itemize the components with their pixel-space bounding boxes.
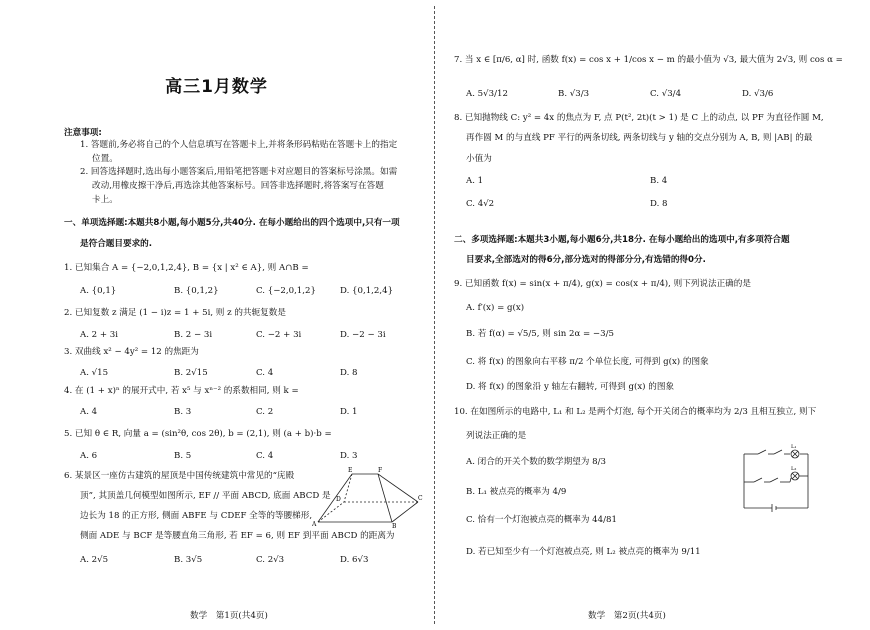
q8-option-a: A. 1 [466,176,484,186]
q3-option-d: D. 8 [340,368,358,378]
question-10-stem-line: 列说法正确的是 [466,431,527,441]
question-6-stem-line: 6. 某景区一座仿古建筑的屋顶是中国传统建筑中常见的“庑殿 [64,471,295,481]
notice-line: 2. 回答选择题时,选出每小题答案后,用铅笔把答题卡对应题目的答案标号涂黑。如需 [80,167,398,177]
section-heading: 目要求,全部选对的得6分,部分选对的得部分分,有选错的得0分. [466,255,706,265]
question-4-stem: 4. 在 (1 + x)ⁿ 的展开式中, 若 x⁵ 与 xⁿ⁻² 的系数相同, 则 k = [64,386,299,396]
question-8-stem-line: 再作圆 M 的与直线 PF 平行的两条切线, 两条切线与 y 轴的交点分别为 A, B, 则 |AB| 的最 [466,133,813,143]
q5-option-a: A. 6 [80,451,98,461]
circuit-figure [740,444,812,516]
notice-line: 1. 答题前,务必将自己的个人信息填写在答题卡上,并将条形码粘贴在答题卡上的指定 [80,140,398,150]
figure-label-f: F [378,467,383,474]
q7-option-d: D. √3/6 [742,89,774,99]
figure-label-a: A [312,521,317,528]
notice-line: 卡上。 [92,195,118,205]
figure-label-e: E [348,467,353,474]
question-5-stem: 5. 已知 θ ∈ R, 向量 a = (sin²θ, cos 2θ), b = (2,1), 则 (a + b)·b = [64,429,332,439]
q5-option-b: B. 5 [174,451,192,461]
q4-option-b: B. 3 [174,407,192,417]
q8-option-b: B. 4 [650,176,668,186]
section-heading: 二、多项选择题:本题共3小题,每小题6分,共18分. 在每小题给出的选项中,有多项符合题 [454,235,790,245]
question-10-stem-line: 10. 在如图所示的电路中, L₁ 和 L₂ 是两个灯泡, 每个开关闭合的概率均为 2/3 且相互独立, 则下 [454,407,817,417]
q7-option-b: B. √3/3 [558,89,590,99]
q2-option-a: A. 2 + 3i [80,330,119,340]
q9-option-b: B. 若 f(α) = √5/5, 则 sin 2α = −3/5 [466,329,614,339]
q2-option-d: D. −2 − 3i [340,330,386,340]
question-3-stem: 3. 双曲线 x² − 4y² = 12 的焦距为 [64,347,199,357]
question-1-stem: 1. 已知集合 A = {−2,0,1,2,4}, B = {x | x² ∈ A}, 则 A∩B = [64,263,309,273]
q9-option-d: D. 将 f(x) 的图象沿 y 轴左右翻转, 可得到 g(x) 的图象 [466,382,675,392]
question-6-stem-line: 侧面 ADE 与 BCF 是等腰直角三角形, 若 EF = 6, 则 EF 到平面 ABCD 的距离为 [80,531,395,541]
notice-line: 位置。 [92,154,118,164]
q7-option-c: C. √3/4 [650,89,682,99]
q4-option-d: D. 1 [340,407,358,417]
q6-option-b: B. 3√5 [174,555,203,565]
question-7-stem: 7. 当 x ∈ [π/6, α] 时, 函数 f(x) = cos x + 1/cos x − m 的最小值为 √3, 最大值为 2√3, 则 cos α = [454,55,843,65]
q5-option-c: C. 4 [256,451,274,461]
question-6-stem-line: 边长为 18 的正方形, 侧面 ABFE 与 CDEF 全等的等腰梯形, [80,511,313,521]
page-1 [0,0,433,630]
page-2 [438,0,870,630]
section-heading: 一、单项选择题:本题共8小题,每小题5分,共40分. 在每小题给出的四个选项中,只有一项 [64,218,400,228]
notice-title: 注意事项: [64,128,102,138]
q10-option-c: C. 恰有一个灯泡被点亮的概率为 44/81 [466,515,617,525]
question-8-stem-line: 小值为 [466,154,492,164]
page-2-footer: 数学 第2页(共4页) [588,611,666,621]
q4-option-a: A. 4 [80,407,98,417]
q1-option-d: D. {0,1,2,4} [340,286,394,296]
q8-option-c: C. 4√2 [466,199,495,209]
q7-option-a: A. 5√3/12 [466,89,508,99]
figure-label-c: C [418,495,423,502]
exam-title: 高三1月数学 [165,77,268,97]
q6-option-c: C. 2√3 [256,555,285,565]
question-8-stem-line: 8. 已知抛物线 C: y² = 4x 的焦点为 F, 点 P(t², 2t)(t > 1) 是 C 上的动点, 以 PF 为直径作圆 M, [454,113,824,123]
notice-line: 改动,用橡皮擦干净后,再选涂其他答案标号。回答非选择题时,将答案写在答题 [92,181,384,191]
q1-option-c: C. {−2,0,1,2} [256,286,316,296]
question-6-stem-line: 顶”, 其顶盖几何模型如图所示, EF // 平面 ABCD, 底面 ABCD 是 [80,491,331,501]
question-2-stem: 2. 已知复数 z 满足 (1 − i)z = 1 + 5i, 则 z 的共轭复数是 [64,308,286,318]
q3-option-b: B. 2√15 [174,368,208,378]
question-9-stem: 9. 已知函数 f(x) = sin(x + π/4), g(x) = cos(x + π/4), 则下列说法正确的是 [454,279,751,289]
figure-label-b: B [392,523,397,528]
q1-option-a: A. {0,1} [80,286,117,296]
q3-option-a: A. √15 [80,368,109,378]
figure-label-d: D [336,496,341,503]
q2-option-c: C. −2 + 3i [256,330,302,340]
q9-option-c: C. 将 f(x) 的图象向右平移 π/2 个单位长度, 可得到 g(x) 的图象 [466,357,709,367]
q9-option-a: A. f′(x) = g(x) [466,303,525,313]
page-1-footer: 数学 第1页(共4页) [190,611,268,621]
q6-option-a: A. 2√5 [80,555,109,565]
q5-option-d: D. 3 [340,451,358,461]
section-heading: 是符合题目要求的. [80,239,153,249]
q10-option-b: B. L₁ 被点亮的概率为 4/9 [466,487,567,497]
roof-model-figure [312,466,424,528]
q3-option-c: C. 4 [256,368,274,378]
q6-option-d: D. 6√3 [340,555,369,565]
q8-option-d: D. 8 [650,199,668,209]
q2-option-b: B. 2 − 3i [174,330,213,340]
q10-option-a: A. 闭合的开关个数的数学期望为 8/3 [466,457,606,467]
circuit-label-l2: L₂ [791,466,797,472]
q4-option-c: C. 2 [256,407,274,417]
circuit-label-l1: L₁ [791,444,797,450]
q10-option-d: D. 若已知至少有一个灯泡被点亮, 则 L₂ 被点亮的概率为 9/11 [466,547,701,557]
q1-option-b: B. {0,1,2} [174,286,219,296]
page-divider [434,6,435,624]
